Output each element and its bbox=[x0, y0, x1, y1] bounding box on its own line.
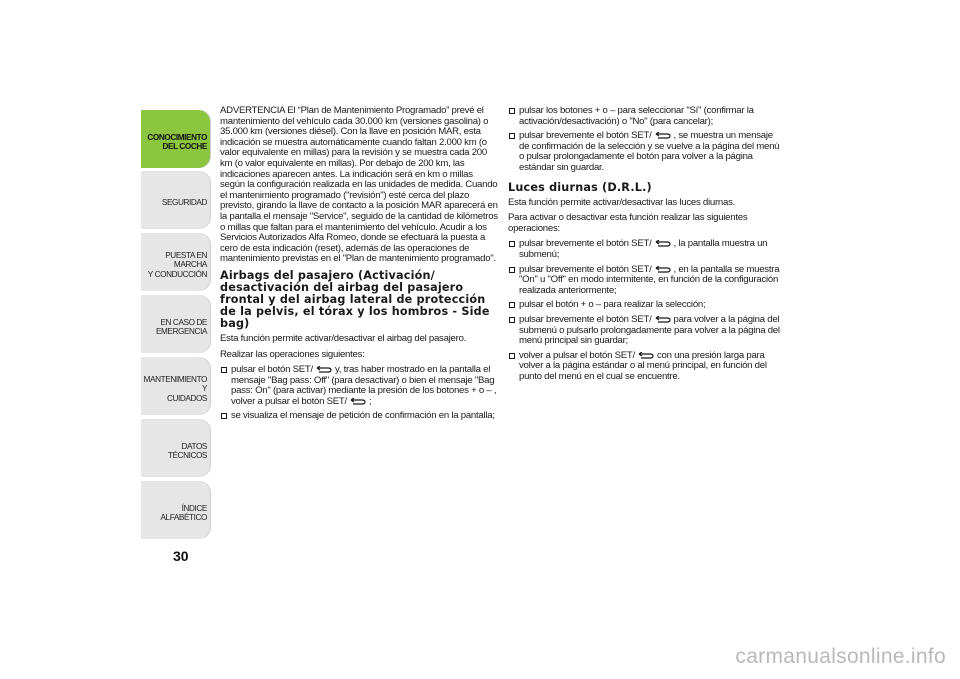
return-arrow-icon bbox=[655, 132, 671, 139]
tab-datos-tecnicos[interactable] bbox=[141, 419, 211, 477]
watermark: carmanualsonline.info bbox=[735, 645, 946, 668]
tab-label: DATOS TÉCNICOS bbox=[167, 441, 207, 460]
maintenance-warning: ADVERTENCIA El “Plan de Mantenimiento Programado” prevé el mantenimiento del vehículo cada 30.000 km (versiones gasolina) o 35.000 km (versiones diésel). Con la llave en posición MAR, esta indicación se muestra automáticamente cuando faltan 2.000 km (o valor equivalente en millas) para la revisión y se muestra cada 200 km (o valor equivalente en millas). Por debajo de 200 km, las indicaciones aparecen antes. La indicación será en km o millas según la configuración realizada en las unidades de medida. Cuando el mantenimiento programado ("revisión") esté cerca del plazo previsto, girando la llave de contacto a la posición MAR aparecerá en la pantalla el mensaje "Service", seguido de la cantidad de kilómetros o millas que faltan para el mantenimiento del vehículo. Acudir a los Servicios Autorizados Alfa Romeo, donde se efectuará la puesta a cero de esta indicación (reset), además de las operaciones de mantenimiento previstas en el "Plan de mantenimiento programado". bbox=[220, 105, 498, 265]
list-item: pulsar brevemente el botón SET/ para volver a la página del submenú o pulsarlo prolongadamente para volver a la página del menú principal sin guardar; bbox=[508, 315, 780, 347]
tab-en-caso-de-emergencia[interactable] bbox=[141, 295, 211, 353]
list-item: pulsar brevemente el botón SET/ , se muestra un mensaje de confirmación de la selección y se vuelve a la página del menú o pulsar prolongadamente el botón para volver a la página estándar sin guardar. bbox=[508, 131, 780, 173]
tab-label: MANTENIMIENTO Y CUIDADOS bbox=[143, 374, 207, 403]
tab-mantenimiento[interactable] bbox=[141, 357, 211, 415]
tab-conocimiento-del-coche[interactable] bbox=[141, 110, 211, 168]
tab-label: EN CASO DE EMERGENCIA bbox=[155, 317, 207, 336]
tab-seguridad[interactable] bbox=[141, 171, 211, 229]
tab-puesta-en-marcha[interactable] bbox=[141, 233, 211, 291]
airbag-intro: Esta función permite activar/desactivar el airbag del pasajero. bbox=[220, 332, 467, 344]
list-item: pulsar brevemente el botón SET/ , en la pantalla se muestra "On" u "Off" en modo intermitente, en función de la configuración realizada anteriormente; bbox=[508, 265, 780, 297]
return-arrow-icon bbox=[350, 398, 366, 405]
section-heading-drl: Luces diurnas (D.R.L.) bbox=[508, 180, 652, 194]
right-column bbox=[508, 106, 780, 386]
list-item: pulsar los botones + o – para seleccionar "Sí" (confirmar la activación/desactivación) o "No" (para cancelar); bbox=[508, 106, 780, 127]
tab-label: PUESTA EN MARCHA Y CONDUCCIÓN bbox=[147, 250, 207, 279]
list-item: pulsar brevemente el botón SET/ , la pantalla muestra un submenú; bbox=[508, 239, 780, 260]
tab-label: CONOCIMIENTO DEL COCHE bbox=[147, 132, 207, 151]
tab-label: SEGURIDAD bbox=[161, 198, 207, 208]
return-arrow-icon bbox=[655, 316, 671, 323]
list-item: pulsar el botón + o – para realizar la selección; bbox=[508, 300, 780, 311]
list-item: volver a pulsar el botón SET/ con una presión larga para volver a la página estándar o al menú principal, en función del punto del menú en el cual se encuentre. bbox=[508, 351, 780, 383]
return-arrow-icon bbox=[655, 266, 671, 273]
chapter-sidebar bbox=[141, 110, 211, 546]
page-number: 30 bbox=[173, 548, 189, 564]
left-column bbox=[220, 106, 498, 426]
drl-intro: Esta función permite activar/desactivar las luces diurnas. bbox=[508, 196, 736, 208]
list-item: se visualiza el mensaje de petición de confirmación en la pantalla; bbox=[220, 411, 498, 422]
drl-steps-intro: Para activar o desactivar esta función realizar las siguientes operaciones: bbox=[508, 212, 748, 234]
airbag-steps-intro: Realizar las operaciones siguientes: bbox=[220, 348, 365, 360]
return-arrow-icon bbox=[638, 352, 654, 359]
section-heading-airbags: Airbags del pasajero (Activación/ desactivación del airbag del pasajero frontal y del airbag lateral de protección de la pelvis, el tórax y los hombros - Side bag) bbox=[220, 268, 490, 330]
list-item: pulsar el botón SET/ y, tras haber mostrado en la pantalla el mensaje "Bag pass: Off" (para desactivar) o bien el mensaje "Bag pass: On" (para activar) mediante la presión de los botones + o – , volver a pulsar el botón SET/ ; bbox=[220, 365, 498, 407]
tab-indice-alfabetico[interactable] bbox=[141, 481, 211, 539]
return-arrow-icon bbox=[316, 366, 332, 373]
tab-label: ÍNDICE ALFABÉTICO bbox=[160, 503, 207, 522]
return-arrow-icon bbox=[655, 240, 671, 247]
